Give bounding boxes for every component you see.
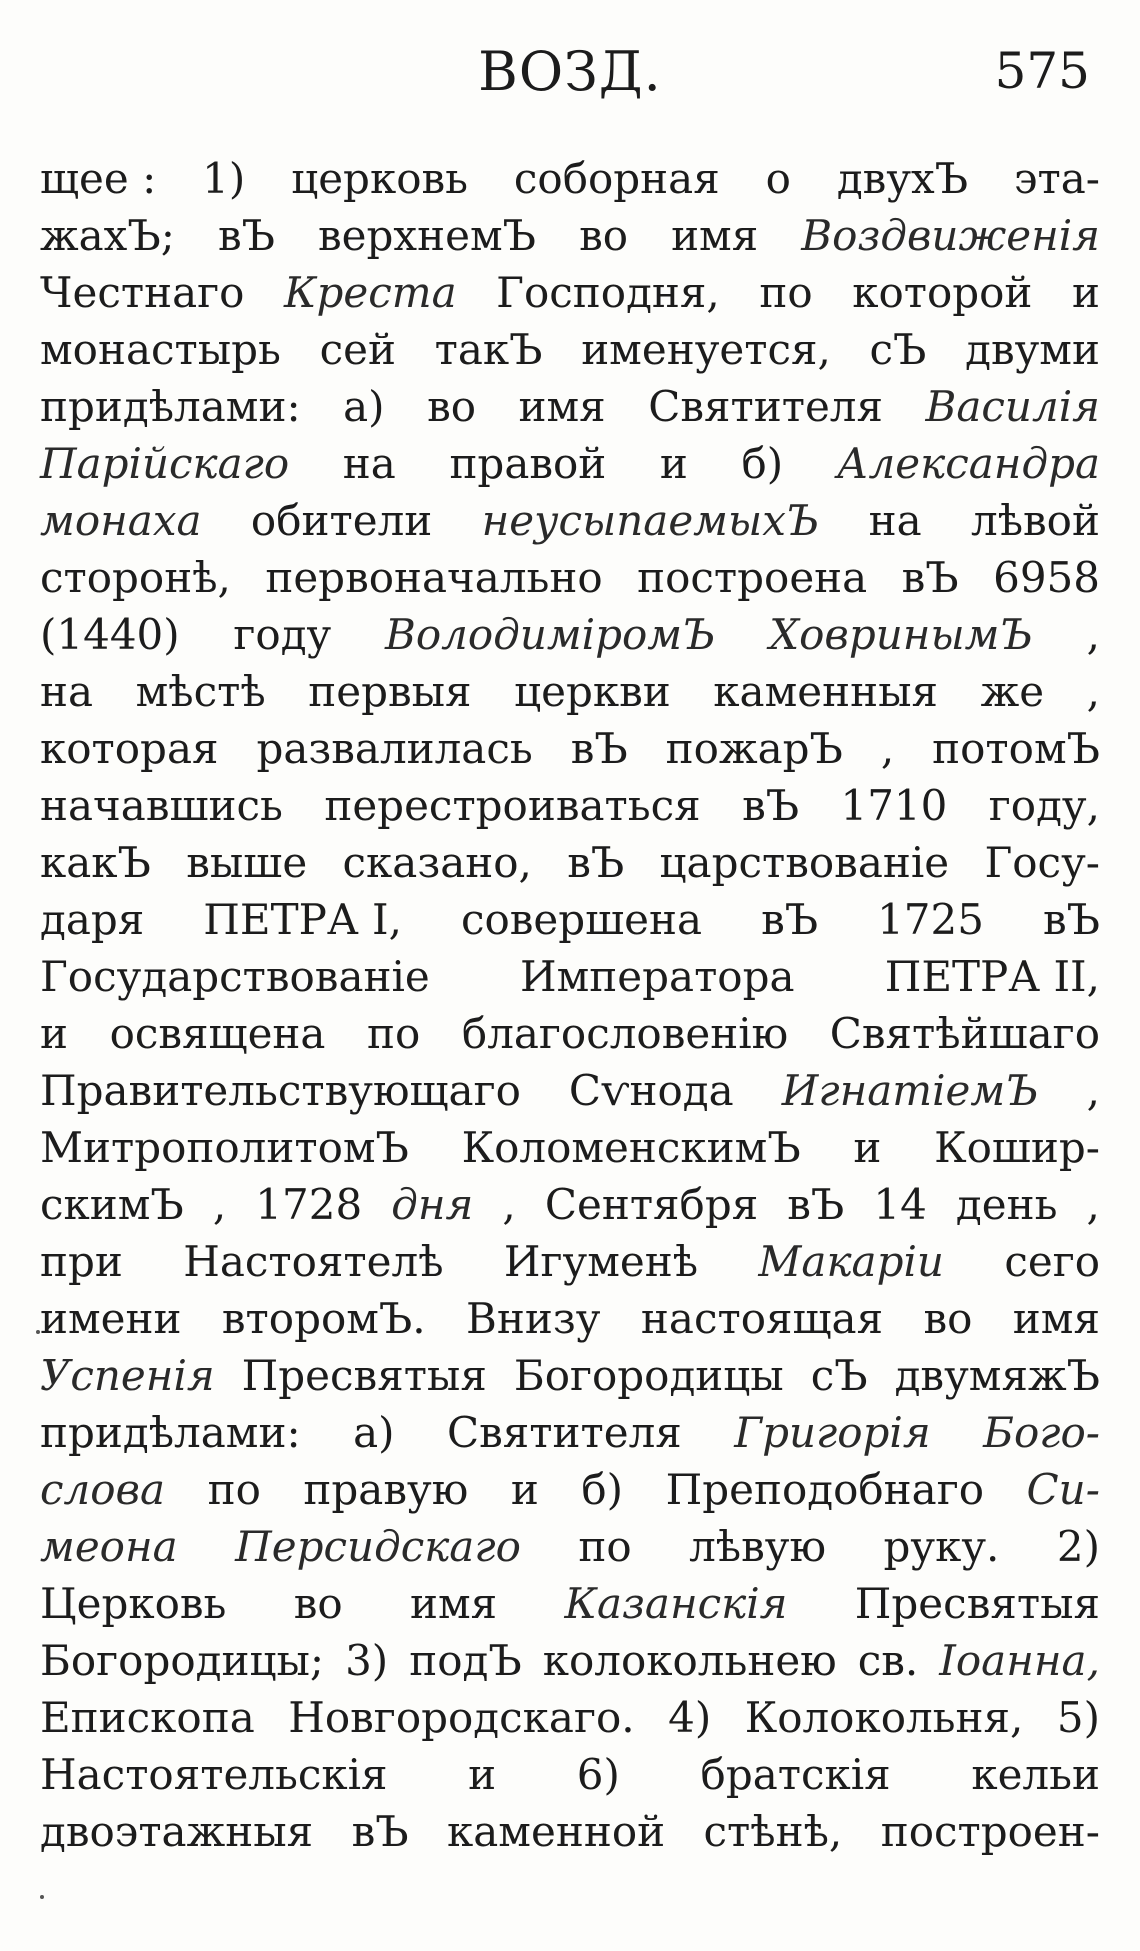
word: ,	[1086, 1066, 1100, 1115]
word: двухЪ	[836, 154, 969, 203]
italic-word: Казанскія	[564, 1579, 788, 1628]
word: Богородицы;	[40, 1636, 325, 1685]
word: вЪ	[570, 724, 628, 773]
word: и	[468, 1750, 497, 1799]
word: сЪ	[810, 1351, 868, 1400]
word: ,	[880, 724, 895, 773]
word: имя	[518, 382, 606, 431]
word: ,	[1086, 1180, 1100, 1229]
word: Сентября	[544, 1180, 759, 1229]
word: двуми	[965, 325, 1100, 374]
word: Колокольня,	[744, 1693, 1024, 1742]
italic-word: Александра	[836, 439, 1100, 488]
word: царствованіе	[659, 838, 950, 887]
word: 1)	[202, 154, 246, 203]
word: вЪ	[787, 1180, 845, 1229]
italic-word: неусыпаемыхЪ	[481, 496, 820, 545]
text-line	[40, 1062, 1100, 1119]
text-line	[40, 606, 1100, 663]
italic-word: Григорія	[734, 1408, 931, 1457]
word: КоломенскимЪ	[461, 1123, 801, 1172]
word: скимЪ	[40, 1180, 184, 1229]
word: вЪ	[761, 895, 819, 944]
word: подЪ	[409, 1636, 522, 1685]
italic-word: Василія	[925, 382, 1100, 431]
word: имя	[1012, 1294, 1100, 1343]
word: ПЕТРА II,	[884, 952, 1100, 1001]
word: монастырь	[40, 325, 281, 374]
italic-word: слова	[40, 1465, 166, 1514]
word: даря	[40, 895, 145, 944]
body-text	[40, 150, 1100, 1860]
italic-word: Успенія	[40, 1351, 215, 1400]
text-line	[40, 150, 1100, 207]
word: имени	[40, 1294, 182, 1343]
word: Кошир-	[934, 1123, 1100, 1172]
word: 1728	[255, 1180, 363, 1229]
paper-speck	[36, 1330, 40, 1334]
text-line	[40, 492, 1100, 549]
word: перестроиваться	[324, 781, 701, 830]
word: сторонѣ,	[40, 553, 231, 602]
word: церковь	[291, 154, 468, 203]
word: Церковь	[40, 1579, 227, 1628]
word: и	[853, 1123, 882, 1172]
word: сказано,	[342, 838, 532, 887]
word: церкви	[514, 667, 671, 716]
word: лѣвой	[971, 496, 1100, 545]
word: и	[510, 1465, 539, 1514]
word: 6958	[993, 553, 1100, 602]
word: вЪ	[1042, 895, 1100, 944]
word: по	[367, 1009, 421, 1058]
word: во	[579, 211, 628, 260]
word: освящена	[109, 1009, 326, 1058]
text-line	[40, 1575, 1100, 1632]
text-line	[40, 435, 1100, 492]
word: пожарЪ	[665, 724, 843, 773]
word: правую	[303, 1465, 469, 1514]
word: и	[40, 1009, 68, 1058]
word: руку.	[883, 1522, 1000, 1571]
word: придѣлами:	[40, 1408, 301, 1457]
word: во	[293, 1579, 343, 1628]
word: Честнаго	[40, 268, 245, 317]
word: Святѣйшаго	[829, 1009, 1100, 1058]
word: (1440)	[40, 610, 180, 659]
italic-word: Креста	[283, 268, 457, 317]
word: Пресвятыя	[854, 1579, 1100, 1628]
word: ,	[212, 1180, 227, 1229]
word: же	[980, 667, 1045, 716]
word: при	[40, 1237, 123, 1286]
word: Настоятельскія	[40, 1750, 388, 1799]
word: каменной	[447, 1807, 666, 1856]
word: вЪ	[901, 553, 959, 602]
word: вЪ	[217, 211, 275, 260]
word: Богородицы	[513, 1351, 784, 1400]
word: Правительствующаго	[40, 1066, 521, 1115]
word: сего	[1004, 1237, 1100, 1286]
word: благословенію	[461, 1009, 789, 1058]
word: Святителя	[447, 1408, 682, 1457]
word: которая	[40, 724, 219, 773]
text-line	[40, 378, 1100, 435]
word: 4)	[668, 1693, 712, 1742]
word: имя	[671, 211, 759, 260]
word: такЪ	[434, 325, 543, 374]
italic-word: Макаріи	[758, 1237, 944, 1286]
word: сей	[319, 325, 396, 374]
italic-word: Парійскаго	[40, 439, 290, 488]
word: кельи	[971, 1750, 1100, 1799]
word: потомЪ	[932, 724, 1100, 773]
word: день	[955, 1180, 1058, 1229]
italic-word: Си-	[1026, 1465, 1100, 1514]
word: по	[759, 268, 813, 317]
word: б)	[741, 439, 784, 488]
text-line	[40, 321, 1100, 378]
word: на	[342, 439, 396, 488]
text-line	[40, 1632, 1100, 1689]
text-line	[40, 948, 1100, 1005]
word: Пресвятыя	[241, 1351, 487, 1400]
word: первыя	[308, 667, 472, 716]
italic-word: Персидскаго	[235, 1522, 521, 1571]
word: верхнемЪ	[318, 211, 536, 260]
word: Госу-	[984, 838, 1100, 887]
word: щее :	[40, 154, 157, 203]
word: и	[659, 439, 688, 488]
word: которой	[852, 268, 1033, 317]
word: 5)	[1056, 1693, 1100, 1742]
text-line	[40, 1461, 1100, 1518]
word: году	[233, 610, 332, 659]
word: братскія	[700, 1750, 891, 1799]
word: на	[868, 496, 922, 545]
italic-word: монаха	[40, 496, 202, 545]
italic-word: меона	[40, 1522, 178, 1571]
word: двоэтажныя	[40, 1807, 314, 1856]
running-head	[40, 40, 1100, 110]
word: второмЪ.	[221, 1294, 426, 1343]
italic-word: Воздвиженія	[801, 211, 1100, 260]
paper-speck	[40, 1895, 44, 1899]
word: ,	[1086, 667, 1100, 716]
word: какЪ	[40, 838, 151, 887]
word: по	[207, 1465, 261, 1514]
word: вЪ	[567, 838, 625, 887]
word: св.	[857, 1636, 919, 1685]
text-line	[40, 1803, 1100, 1860]
word: именуется,	[581, 325, 831, 374]
word: стѣнѣ,	[703, 1807, 843, 1856]
word: выше	[186, 838, 308, 887]
text-line	[40, 1518, 1100, 1575]
word: первоначально	[265, 553, 603, 602]
word: развалилась	[256, 724, 533, 773]
word: 2)	[1056, 1522, 1100, 1571]
word: колокольнею	[542, 1636, 837, 1685]
text-line	[40, 264, 1100, 321]
running-head-title: ВОЗД.	[478, 40, 662, 103]
word: придѣлами:	[40, 382, 301, 431]
word: Новгородскаго.	[288, 1693, 635, 1742]
word: по	[578, 1522, 632, 1571]
text-line	[40, 834, 1100, 891]
italic-word: ХовринымЪ	[769, 610, 1033, 659]
word: начавшись	[40, 781, 283, 830]
word: Игуменѣ	[503, 1237, 699, 1286]
word: вЪ	[351, 1807, 409, 1856]
word: Святителя	[648, 382, 883, 431]
word: правой	[449, 439, 607, 488]
word: и	[1071, 268, 1100, 317]
word: обители	[250, 496, 433, 545]
italic-word: ИгнатіемЪ	[781, 1066, 1039, 1115]
text-line	[40, 891, 1100, 948]
word: Настоятелѣ	[183, 1237, 444, 1286]
word: мѣстѣ	[135, 667, 266, 716]
word: году,	[988, 781, 1100, 830]
word: жахЪ;	[40, 211, 175, 260]
italic-word: Бого-	[983, 1408, 1100, 1457]
word: Господня,	[496, 268, 720, 317]
word: соборная	[513, 154, 720, 203]
italic-word: ВолодиміромЪ	[385, 610, 716, 659]
text-line	[40, 1404, 1100, 1461]
text-line	[40, 1119, 1100, 1176]
text-line	[40, 549, 1100, 606]
text-line	[40, 1347, 1100, 1404]
word: двумяжЪ	[894, 1351, 1100, 1400]
word: о	[765, 154, 791, 203]
word: Государствованіе	[40, 952, 430, 1001]
text-line	[40, 720, 1100, 777]
text-line	[40, 1005, 1100, 1062]
word: 1710	[840, 781, 948, 830]
word: построена	[637, 553, 868, 602]
page-number: 575	[994, 42, 1090, 100]
word: на	[40, 667, 94, 716]
word: Епископа	[40, 1693, 255, 1742]
word: имя	[409, 1579, 498, 1628]
word: 1725	[877, 895, 984, 944]
word: Сѵнода	[568, 1066, 734, 1115]
text-line	[40, 1233, 1100, 1290]
word: б)	[581, 1465, 624, 1514]
word: а)	[353, 1408, 395, 1457]
italic-word: Іоанна,	[939, 1636, 1100, 1685]
word: ,	[502, 1180, 516, 1229]
word: а)	[343, 382, 385, 431]
word: эта-	[1014, 154, 1100, 203]
word: вЪ	[742, 781, 800, 830]
word: сЪ	[869, 325, 927, 374]
word: Внизу	[466, 1294, 601, 1343]
text-line	[40, 663, 1100, 720]
word: 6)	[576, 1750, 620, 1799]
word: ПЕТРА I,	[203, 895, 402, 944]
text-line	[40, 1746, 1100, 1803]
text-line	[40, 777, 1100, 834]
text-line	[40, 1290, 1100, 1347]
word: 14	[873, 1180, 927, 1229]
word: совершена	[460, 895, 703, 944]
text-line	[40, 1689, 1100, 1746]
word: во	[427, 382, 476, 431]
word: 3)	[345, 1636, 389, 1685]
word: ,	[1086, 610, 1100, 659]
word: настоящая	[640, 1294, 884, 1343]
word: построен-	[880, 1807, 1100, 1856]
word: Преподобнаго	[665, 1465, 984, 1514]
text-line	[40, 1176, 1100, 1233]
word: каменныя	[713, 667, 939, 716]
italic-word: дня	[391, 1180, 474, 1229]
text-line	[40, 207, 1100, 264]
word: МитрополитомЪ	[40, 1123, 409, 1172]
word: лѣвую	[689, 1522, 827, 1571]
word: Императора	[520, 952, 795, 1001]
word: во	[923, 1294, 973, 1343]
